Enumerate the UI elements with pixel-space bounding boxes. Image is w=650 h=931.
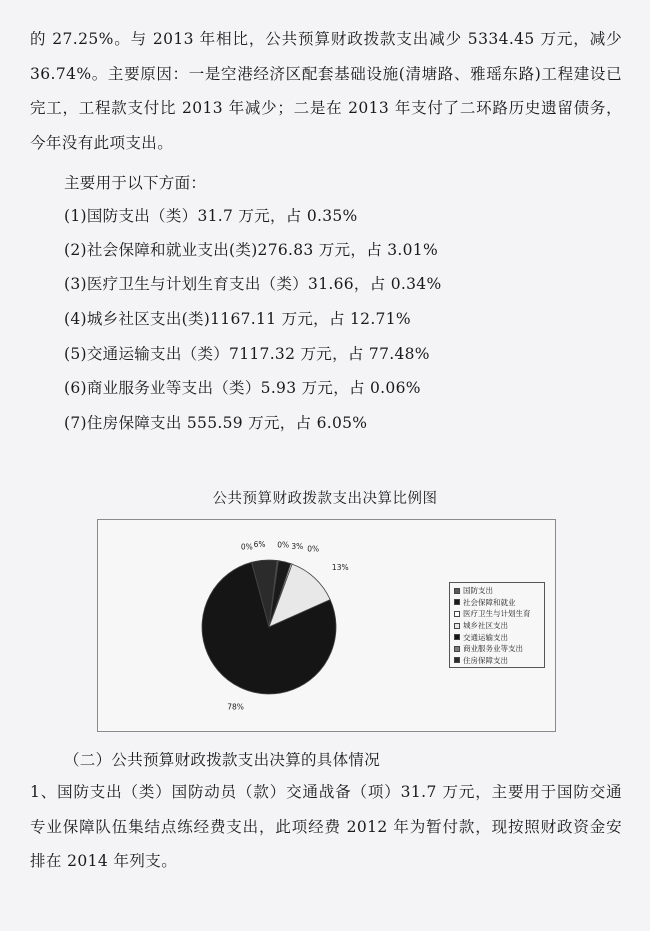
legend-item-3	[454, 608, 544, 620]
list-item-2: (2)社会保障和就业支出(类)276.83 万元，占 3.01%	[64, 241, 438, 259]
legend-swatch	[454, 588, 460, 594]
legend-swatch	[454, 657, 460, 663]
legend-label: 医疗卫生与计划生育	[463, 609, 531, 619]
slice-label-6: 0%	[240, 542, 253, 552]
list-item-4: (4)城乡社区支出(类)1167.11 万元，占 12.71%	[64, 310, 411, 328]
list-item-5: (5)交通运输支出（类）7117.32 万元，占 77.48%	[64, 345, 430, 363]
body-paragraph-2: 1、国防支出（类）国防动员（款）交通战备（项）31.7 万元，主要用于国防交通专业保障队伍集结点练经费支出，此项经费 2012 年为暂付款，现按照财政资金安排在 2014 年列支。	[30, 783, 622, 870]
legend-item-4	[454, 620, 544, 632]
legend-item-2	[454, 597, 544, 609]
legend-item-1	[454, 585, 544, 597]
slice-label-4: 13%	[331, 563, 349, 573]
legend-label: 社会保障和就业	[463, 597, 516, 607]
legend-swatch	[454, 646, 460, 652]
slice-label-2: 3%	[291, 542, 304, 552]
legend-label: 交通运输支出	[463, 632, 508, 642]
slice-label-7: 6%	[253, 540, 266, 550]
legend-label: 住房保障支出	[463, 655, 508, 665]
chart-title: 公共预算财政拨款支出决算比例图	[212, 491, 438, 507]
chart-legend	[449, 582, 545, 668]
legend-label: 商业服务业等支出	[463, 644, 523, 654]
list-item-3: (3)医疗卫生与计划生育支出（类）31.66，占 0.34%	[64, 275, 442, 293]
section-heading: （二）公共预算财政拨款支出决算的具体情况	[64, 751, 381, 769]
legend-label: 国防支出	[463, 586, 493, 596]
list-intro: 主要用于以下方面：	[64, 174, 207, 192]
legend-item-7	[454, 655, 544, 667]
legend-swatch	[454, 634, 460, 640]
list-item-1: (1)国防支出（类）31.7 万元，占 0.35%	[64, 207, 358, 225]
legend-swatch	[454, 599, 460, 605]
list-item-7: (7)住房保障支出 555.59 万元，占 6.05%	[64, 414, 368, 432]
slice-label-1: 0%	[277, 540, 290, 550]
legend-swatch	[454, 611, 460, 617]
slice-label-5: 78%	[227, 702, 244, 712]
legend-item-5	[454, 631, 544, 643]
slice-label-3: 0%	[307, 544, 320, 554]
legend-label: 城乡社区支出	[463, 621, 508, 631]
body-paragraph-1: 的 27.25%。与 2013 年相比，公共预算财政拨款支出减少 5334.45 万元，减少 36.74%。主要原因：一是空港经济区配套基础设施(清塘路、雅瑶东路)工程建设已完工，工程款支付比 2013 年减少；二是在 2013 年支付了二环路历史遗留债务，今年没有此项支出。	[30, 30, 622, 152]
legend-swatch	[454, 623, 460, 629]
legend-item-6	[454, 643, 544, 655]
list-item-6: (6)商业服务业等支出（类）5.93 万元，占 0.06%	[64, 379, 421, 397]
